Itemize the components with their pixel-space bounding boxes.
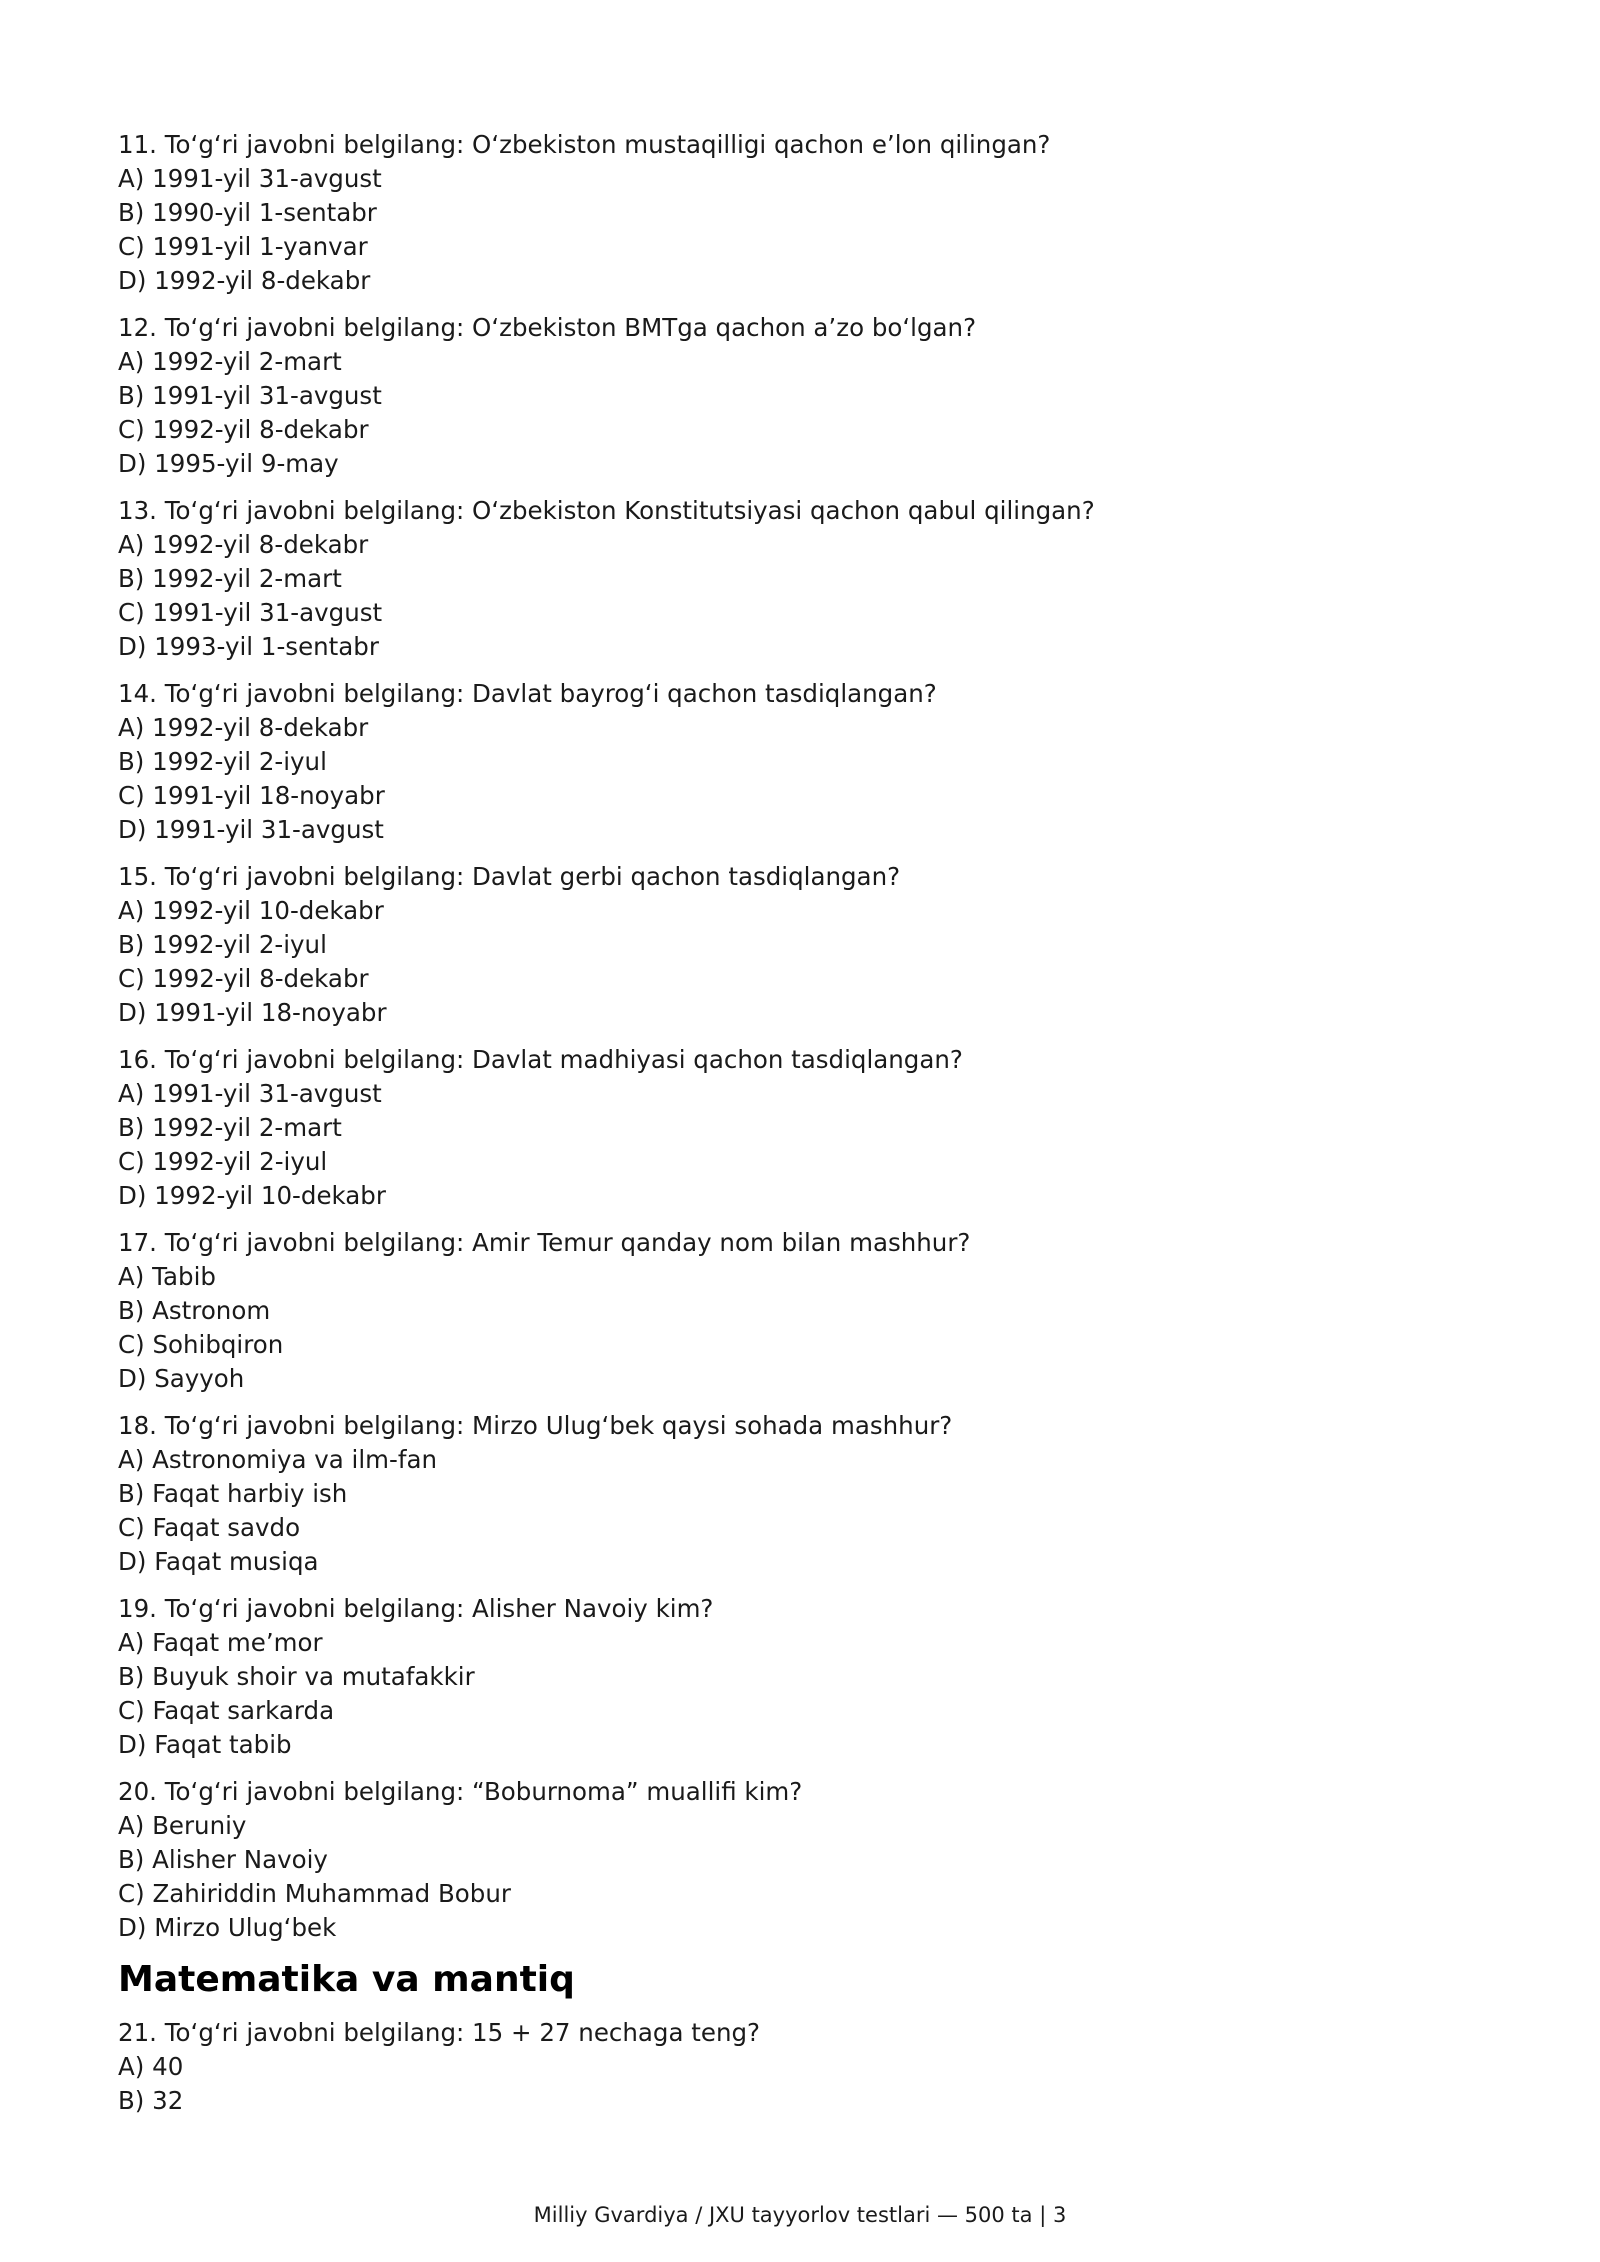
question-14 [118, 677, 1478, 847]
option-d: D) Sayyoh [118, 1364, 245, 1393]
option-a: A) 1992-yil 8-dekabr [118, 530, 369, 559]
option-b: B) 1990-yil 1-sentabr [118, 198, 377, 227]
option-a: A) Astronomiya va ilm-fan [118, 1445, 438, 1474]
option-c: C) Faqat savdo [118, 1513, 301, 1542]
question-text: 21. To‘g‘ri javobni belgilang: 15 + 27 nechaga teng? [118, 2018, 761, 2047]
option-d: D) 1992-yil 10-dekabr [118, 1181, 386, 1210]
option-c: C) 1992-yil 2-iyul [118, 1147, 328, 1176]
question-11 [118, 128, 1478, 298]
option-c: C) Faqat sarkarda [118, 1696, 335, 1725]
option-d: D) Faqat tabib [118, 1730, 292, 1759]
option-b: B) 1992-yil 2-mart [118, 564, 342, 593]
question-text: 15. To‘g‘ri javobni belgilang: Davlat gerbi qachon tasdiqlangan? [118, 862, 901, 891]
option-b: B) 1991-yil 31-avgust [118, 381, 382, 410]
page-content [118, 128, 1478, 2131]
question-text: 19. To‘g‘ri javobni belgilang: Alisher Navoiy kim? [118, 1594, 714, 1623]
option-b: B) Faqat harbiy ish [118, 1479, 348, 1508]
question-15 [118, 860, 1478, 1030]
option-b: B) Astronom [118, 1296, 271, 1325]
option-b: B) 1992-yil 2-iyul [118, 930, 327, 959]
option-b: B) 32 [118, 2086, 184, 2115]
question-19 [118, 1592, 1478, 1762]
option-a: A) 40 [118, 2052, 184, 2081]
option-a: A) Faqat me’mor [118, 1628, 323, 1657]
question-text: 16. To‘g‘ri javobni belgilang: Davlat madhiyasi qachon tasdiqlangan? [118, 1045, 963, 1074]
question-text: 18. To‘g‘ri javobni belgilang: Mirzo Ulug‘bek qaysi sohada mashhur? [118, 1411, 953, 1440]
option-a: A) 1991-yil 31-avgust [118, 1079, 382, 1108]
option-b: B) 1992-yil 2-mart [118, 1113, 342, 1142]
option-c: C) 1991-yil 1-yanvar [118, 232, 368, 261]
option-d: D) 1995-yil 9-may [118, 449, 339, 478]
option-d: D) 1991-yil 31-avgust [118, 815, 384, 844]
question-13 [118, 494, 1478, 664]
option-d: D) 1993-yil 1-sentabr [118, 632, 379, 661]
option-c: C) 1992-yil 8-dekabr [118, 964, 369, 993]
option-a: A) Tabib [118, 1262, 216, 1291]
question-text: 12. To‘g‘ri javobni belgilang: O‘zbekiston BMTga qachon a’zo bo‘lgan? [118, 313, 977, 342]
option-b: B) Buyuk shoir va mutafakkir [118, 1662, 475, 1691]
question-17 [118, 1226, 1478, 1396]
page-footer: Milliy Gvardiya / JXU tayyorlov testlari — 500 ta | 3 [533, 2203, 1067, 2227]
option-a: A) 1992-yil 8-dekabr [118, 713, 369, 742]
option-c: C) Zahiriddin Muhammad Bobur [118, 1879, 511, 1908]
question-20 [118, 1775, 1478, 1945]
option-b: B) Alisher Navoiy [118, 1845, 328, 1874]
option-a: A) 1991-yil 31-avgust [118, 164, 382, 193]
option-d: D) Faqat musiqa [118, 1547, 319, 1576]
question-text: 14. To‘g‘ri javobni belgilang: Davlat bayrog‘i qachon tasdiqlangan? [118, 679, 937, 708]
option-c: C) 1991-yil 18-noyabr [118, 781, 385, 810]
option-d: D) 1992-yil 8-dekabr [118, 266, 371, 295]
question-text: 13. To‘g‘ri javobni belgilang: O‘zbekiston Konstitutsiyasi qachon qabul qilingan? [118, 496, 1095, 525]
question-16 [118, 1043, 1478, 1213]
option-a: A) 1992-yil 2-mart [118, 347, 342, 376]
option-a: A) Beruniy [118, 1811, 247, 1840]
section-heading: Matematika va mantiq [118, 1959, 575, 2000]
option-d: D) Mirzo Ulug‘bek [118, 1913, 337, 1942]
question-text: 17. To‘g‘ri javobni belgilang: Amir Temur qanday nom bilan mashhur? [118, 1228, 971, 1257]
question-12 [118, 311, 1478, 481]
option-a: A) 1992-yil 10-dekabr [118, 896, 384, 925]
question-text: 20. To‘g‘ri javobni belgilang: “Boburnoma” muallifi kim? [118, 1777, 803, 1806]
option-c: C) 1991-yil 31-avgust [118, 598, 383, 627]
option-b: B) 1992-yil 2-iyul [118, 747, 327, 776]
option-c: C) 1992-yil 8-dekabr [118, 415, 369, 444]
option-d: D) 1991-yil 18-noyabr [118, 998, 387, 1027]
question-18 [118, 1409, 1478, 1579]
question-text: 11. To‘g‘ri javobni belgilang: O‘zbekiston mustaqilligi qachon e’lon qilingan? [118, 130, 1051, 159]
option-c: C) Sohibqiron [118, 1330, 284, 1359]
question-21 [118, 2016, 1478, 2118]
